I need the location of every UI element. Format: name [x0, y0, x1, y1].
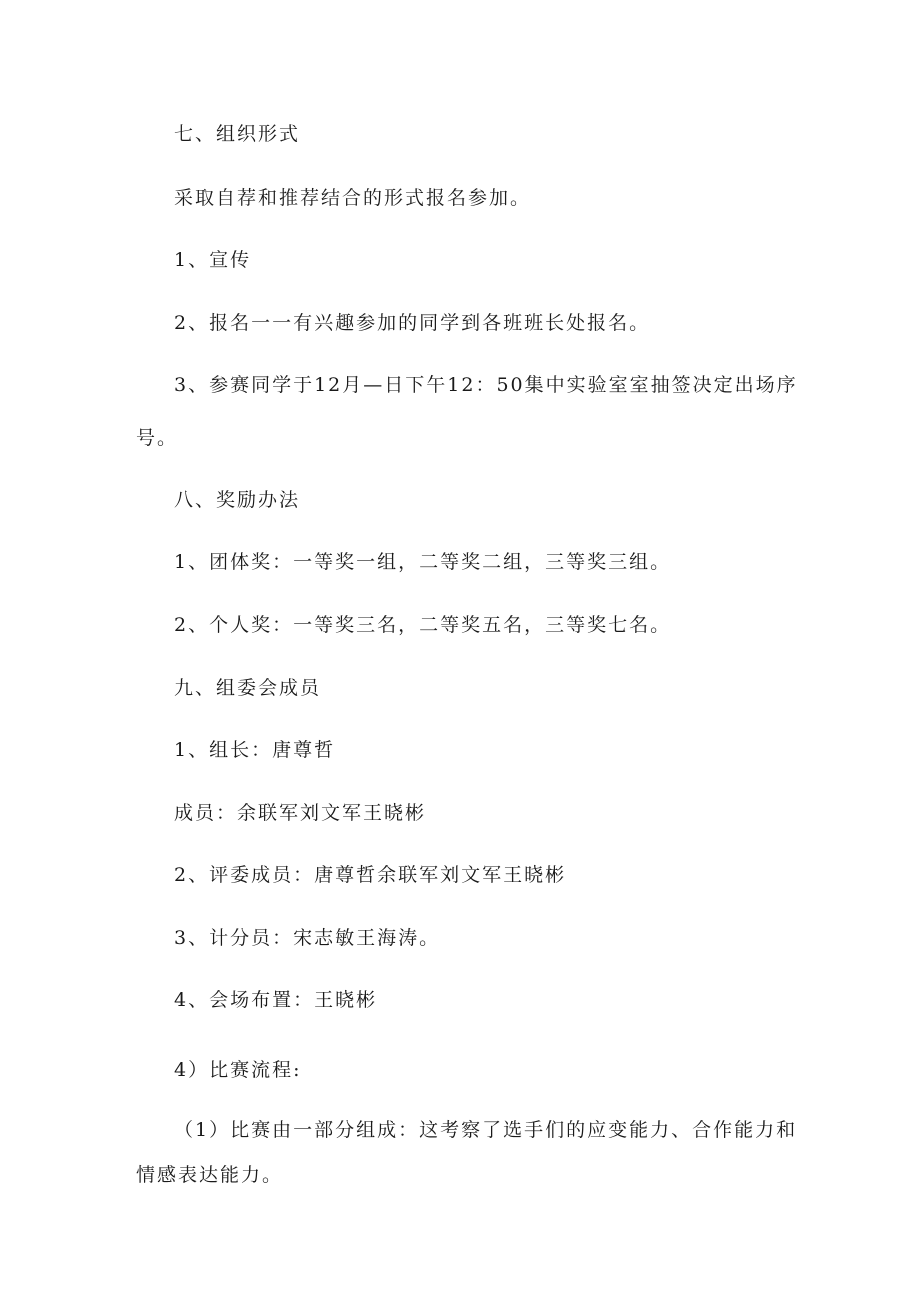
- paragraph-registration-method: 采取自荐和推荐结合的形式报名参加。: [174, 187, 532, 209]
- list-item-registration: 2、报名一一有兴趣参加的同学到各班班长处报名。: [174, 312, 651, 334]
- section-heading-awards: 八、奖励办法: [174, 489, 301, 511]
- section-heading-competition-process: 4）比赛流程:: [174, 1059, 302, 1081]
- paragraph-competition-description-continued: 情感表达能力。: [136, 1164, 284, 1186]
- list-item-publicity: 1、宣传: [174, 249, 252, 271]
- list-item-judges: 2、评委成员：唐尊哲余联军刘文军王晓彬: [174, 864, 567, 886]
- section-heading-committee: 九、组委会成员: [174, 677, 322, 699]
- list-item-team-award: 1、团体奖：一等奖一组，二等奖二组，三等奖三组。: [174, 551, 672, 573]
- list-item-team-leader: 1、组长：唐尊哲: [174, 739, 336, 761]
- list-item-scorers: 3、计分员：宋志敏王海涛。: [174, 927, 441, 949]
- list-item-individual-award: 2、个人奖：一等奖三名，二等奖五名，三等奖七名。: [174, 614, 672, 636]
- list-item-venue-setup: 4、会场布置：王晓彬: [174, 989, 378, 1011]
- list-item-draw-lots-continued: 号。: [136, 427, 179, 449]
- section-heading-organization: 七、组织形式: [174, 123, 301, 145]
- paragraph-members: 成员：余联军刘文军王晓彬: [174, 802, 427, 824]
- list-item-draw-lots: 3、参赛同学于12月—日下午12：50集中实验室室抽签决定出场序: [174, 374, 798, 396]
- paragraph-competition-description: （1）比赛由一部分组成：这考察了选手们的应变能力、合作能力和: [174, 1119, 798, 1141]
